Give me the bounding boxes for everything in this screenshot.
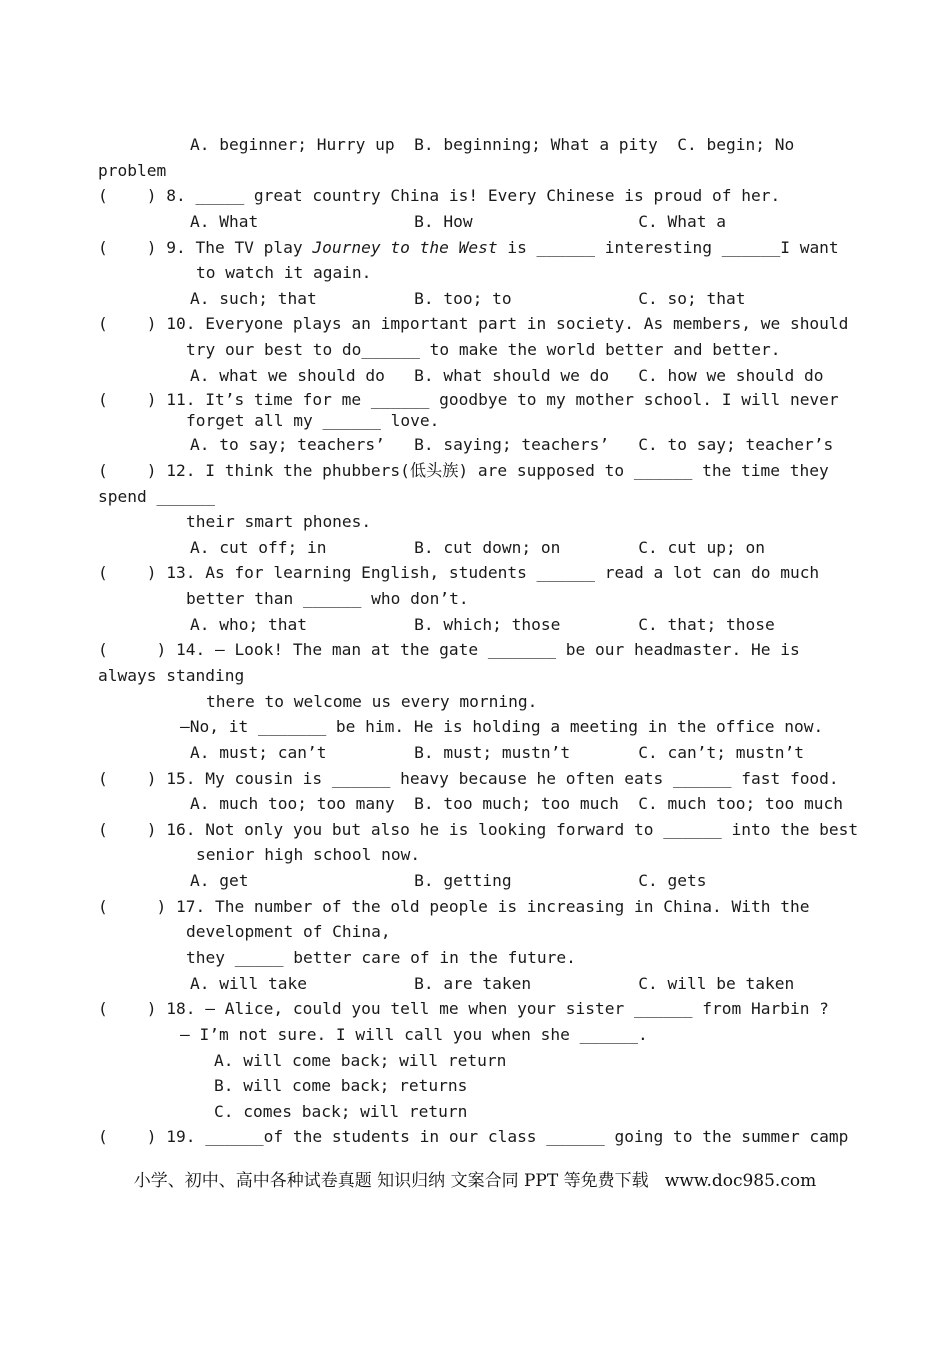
q17-stem-wrap: development of China, <box>186 922 391 941</box>
q18-option-a: A. will come back; will return <box>214 1051 507 1070</box>
q14-stem-wrap: always standing <box>98 666 245 685</box>
page-footer: 小学、初中、高中各种试卷真题 知识归纳 文案合同 PPT 等免费下载 www.doc985.com <box>133 1171 817 1191</box>
q9-title-italic: Journey to the West <box>312 238 498 257</box>
q11-stem-wrap: forget all my ______ love. <box>186 411 440 430</box>
q10-options: A. what we should do B. what should we do C. how we should do <box>190 366 824 385</box>
q16-stem: ( ) 16. Not only you but also he is looking forward to ______ into the best <box>98 820 859 839</box>
q7-options: A. beginner; Hurry up B. beginning; What a pity C. begin; No <box>190 135 795 154</box>
q15-options: A. much too; too many B. too much; too much C. much too; too much <box>190 794 843 813</box>
q12-stem-wrap-2: their smart phones. <box>186 512 372 531</box>
q11-stem: ( ) 11. It’s time for me ______ goodbye to my mother school. I will never <box>98 390 839 409</box>
q11-options: A. to say; teachers’ B. saying; teachers’ C. to say; teacher’s <box>190 435 834 454</box>
q10-stem: ( ) 10. Everyone plays an important part in society. As members, we should <box>98 314 849 333</box>
q18-stem: ( ) 18. — Alice, could you tell me when your sister ______ from Harbin ? <box>98 999 829 1018</box>
q8-options: A. What B. How C. What a <box>190 212 727 231</box>
q18-option-b: B. will come back; returns <box>214 1076 468 1095</box>
q7-options-wrap: problem <box>98 161 167 180</box>
q9-stem-wrap: to watch it again. <box>196 263 372 282</box>
q17-stem: ( ) 17. The number of the old people is increasing in China. With the <box>98 897 810 916</box>
q9-options: A. such; that B. too; to C. so; that <box>190 289 746 308</box>
q14-stem: ( ) 14. — Look! The man at the gate _______ be our headmaster. He is <box>98 640 800 659</box>
q17-options: A. will take B. are taken C. will be taken <box>190 974 795 993</box>
q18-option-c: C. comes back; will return <box>214 1102 468 1121</box>
q12-options: A. cut off; in B. cut down; on C. cut up; on <box>190 538 765 557</box>
q13-stem: ( ) 13. As for learning English, students ______ read a lot can do much <box>98 563 820 582</box>
q14-reply: —No, it _______ be him. He is holding a meeting in the office now. <box>180 717 824 736</box>
q17-stem-wrap-2: they _____ better care of in the future. <box>186 948 576 967</box>
q9-stem <box>98 238 839 258</box>
q10-stem-wrap: try our best to do______ to make the world better and better. <box>186 340 781 359</box>
q13-stem-wrap: better than ______ who don’t. <box>186 589 469 608</box>
q16-stem-wrap: senior high school now. <box>196 845 421 864</box>
q14-options: A. must; can’t B. must; mustn’t C. can’t; mustn’t <box>190 743 804 762</box>
q13-options: A. who; that B. which; those C. that; those <box>190 615 775 634</box>
q14-stem-wrap-2: there to welcome us every morning. <box>206 692 538 711</box>
q18-reply: — I’m not sure. I will call you when she ______. <box>180 1025 648 1044</box>
q8-stem: ( ) 8. _____ great country China is! Every Chinese is proud of her. <box>98 186 781 205</box>
q19-stem: ( ) 19. ______of the students in our class ______ going to the summer camp <box>98 1127 849 1146</box>
q12-stem: ( ) 12. I think the phubbers(低头族) are supposed to ______ the time they <box>98 461 829 480</box>
q9-stem-end: is ______ interesting ______I want <box>497 238 839 257</box>
q15-stem: ( ) 15. My cousin is ______ heavy because he often eats ______ fast food. <box>98 769 839 788</box>
q9-stem-start: ( ) 9. The TV play <box>98 238 313 257</box>
q16-options: A. get B. getting C. gets <box>190 871 707 890</box>
q12-stem-wrap: spend ______ <box>98 487 215 506</box>
